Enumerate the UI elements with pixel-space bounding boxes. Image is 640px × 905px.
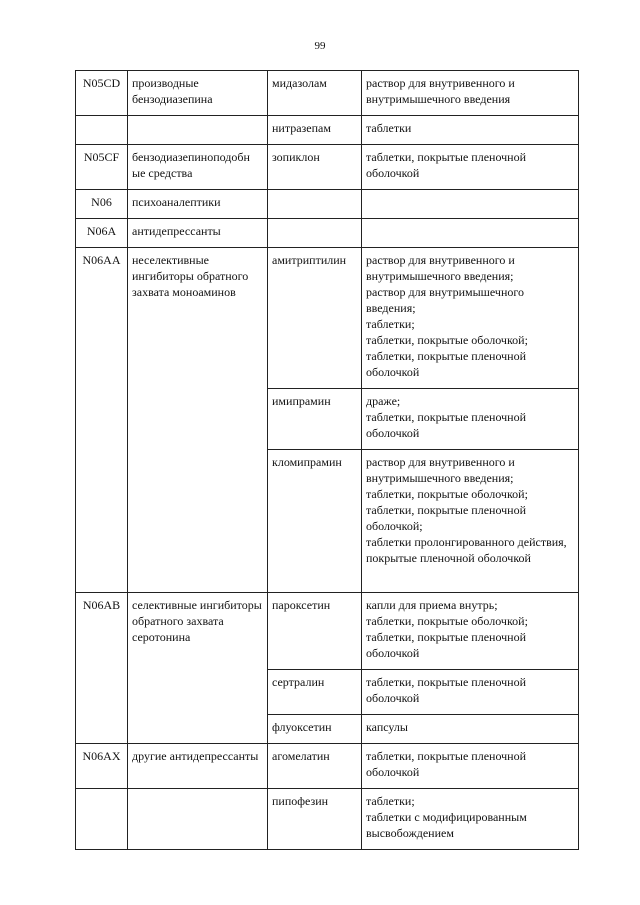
dosage-form: раствор для внутривенного и внутримышечного введения (366, 76, 515, 106)
dosage-form: раствор для внутривенного и внутримышечного введения; (366, 253, 515, 283)
drug-name-cell: имипрамин (268, 389, 362, 450)
dosage-form: таблетки, покрытые пленочной оболочкой (366, 749, 527, 779)
dosage-form-cell (362, 389, 579, 450)
drug-name-cell: пароксетин (268, 593, 362, 670)
drug-name-cell: пипофезин (268, 789, 362, 850)
group-cell: селективные ингибиторы обратного захвата серотонина (128, 593, 268, 744)
group-cell: бензодиазепиноподобн ые средства (128, 145, 268, 190)
group-cell: производные бензодиазепина (128, 71, 268, 116)
drug-name-cell: амитриптилин (268, 248, 362, 389)
table-row (76, 145, 579, 190)
group-cell: антидепрессанты (128, 219, 268, 248)
table-row (76, 71, 579, 116)
dosage-form-cell (362, 190, 579, 219)
drug-name-cell (268, 219, 362, 248)
dosage-form: капли для приема внутрь; (366, 598, 498, 612)
dosage-form-cell (362, 71, 579, 116)
dosage-form: раствор для внутримышечного введения; (366, 285, 524, 315)
dosage-form-cell (362, 219, 579, 248)
page-number: 99 (314, 40, 326, 52)
atc-code-cell: N06AX (76, 744, 128, 789)
dosage-form-cell (362, 593, 579, 670)
table-row (76, 248, 579, 389)
drug-name-cell: кломипрамин (268, 450, 362, 593)
dosage-form: таблетки, покрытые пленочной оболочкой (366, 349, 527, 379)
dosage-form-cell (362, 145, 579, 190)
drug-table (75, 70, 579, 850)
atc-code-cell (76, 116, 128, 145)
table-row (76, 789, 579, 850)
dosage-form: таблетки, покрытые пленочной оболочкой (366, 150, 527, 180)
dosage-form: таблетки с модифицированным высвобождением (366, 810, 527, 840)
dosage-form: таблетки пролонгированного действия, покрытые пленочной оболочкой (366, 535, 567, 565)
table-row (76, 116, 579, 145)
dosage-form: таблетки, покрытые пленочной оболочкой (366, 410, 527, 440)
dosage-form: таблетки (366, 121, 412, 135)
dosage-form: таблетки, покрытые пленочной оболочкой (366, 630, 527, 660)
drug-name-cell: агомелатин (268, 744, 362, 789)
drug-name-cell: нитразепам (268, 116, 362, 145)
dosage-form: таблетки, покрытые оболочкой; (366, 333, 528, 347)
group-cell (128, 789, 268, 850)
dosage-form-cell (362, 116, 579, 145)
drug-name-cell: флуоксетин (268, 715, 362, 744)
group-cell: психоаналептики (128, 190, 268, 219)
drug-name-cell: зопиклон (268, 145, 362, 190)
dosage-form: таблетки; (366, 794, 415, 808)
dosage-form: таблетки, покрытые оболочкой; (366, 614, 528, 628)
group-cell: другие антидепрессанты (128, 744, 268, 789)
atc-code-cell: N06AB (76, 593, 128, 744)
drug-name-cell (268, 190, 362, 219)
table-row (76, 190, 579, 219)
group-cell: неселективные ингибиторы обратного захвата моноаминов (128, 248, 268, 593)
drug-name-cell: мидазолам (268, 71, 362, 116)
atc-code-cell: N06 (76, 190, 128, 219)
dosage-form: драже; (366, 394, 401, 408)
dosage-form-cell (362, 450, 579, 593)
group-cell (128, 116, 268, 145)
dosage-form-cell (362, 789, 579, 850)
dosage-form: таблетки, покрытые оболочкой; (366, 487, 528, 501)
table-row (76, 744, 579, 789)
dosage-form: таблетки, покрытые пленочной оболочкой; (366, 503, 527, 533)
table-row (76, 219, 579, 248)
atc-code-cell: N06AA (76, 248, 128, 593)
dosage-form: таблетки; (366, 317, 415, 331)
dosage-form: таблетки, покрытые пленочной оболочкой (366, 675, 527, 705)
table-row (76, 593, 579, 670)
drug-name-cell: сертралин (268, 670, 362, 715)
dosage-form-cell (362, 670, 579, 715)
dosage-form-cell (362, 715, 579, 744)
atc-code-cell: N06A (76, 219, 128, 248)
dosage-form-cell (362, 744, 579, 789)
atc-code-cell (76, 789, 128, 850)
dosage-form: капсулы (366, 720, 408, 734)
dosage-form-cell (362, 248, 579, 389)
atc-code-cell: N05CF (76, 145, 128, 190)
dosage-form: раствор для внутривенного и внутримышечного введения; (366, 455, 515, 485)
atc-code-cell: N05CD (76, 71, 128, 116)
